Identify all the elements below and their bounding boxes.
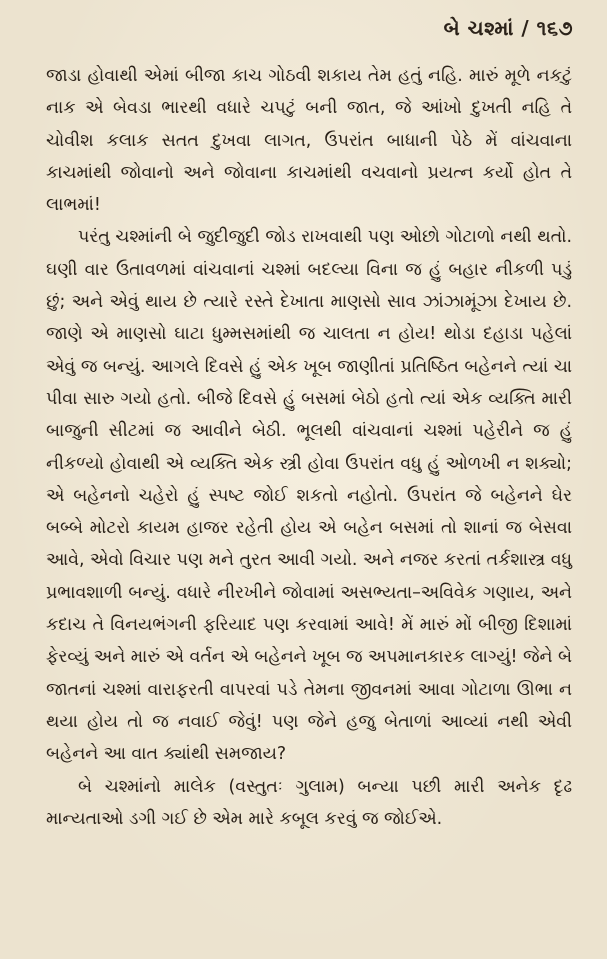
body-text — [46, 60, 572, 835]
paragraph-3: બે ચશ્માંનો માલેક (વસ્તુતઃ ગુલામ) બન્યા પછી મારી અનેક દૃઢ માન્યતાઓ ડગી ગઈ છે એમ મારે કબૂલ કરવું જ જોઈએ. — [46, 776, 572, 829]
paragraph-2: પરંતુ ચશ્માંની બે જુદીજુદી જોડ રાખવાથી પણ ઓછો ગોટાળો નથી થતો. ઘણી વાર ઉતાવળમાં વાંચવાનાં ચશ્માં બદલ્યા વિના જ હું બહાર નીકળી પડું છું; અને એવું થાય છે ત્યારે રસ્તે દેખાતા માણસો સાવ ઝાંઝામૂંઝા દેખાય છે. જાણે એ માણસો ઘાટા ધુમ્મસમાંથી જ ચાલતા ન હોય! થોડા દહાડા પહેલાં એવું જ બન્યું. આગલે દિવસે હું એક ખૂબ જાણીતાં પ્રતિષ્ઠિત બહેનને ત્યાં ચા પીવા સારુ ગયો હતો. બીજે દિવસે હું બસમાં બેઠો હતો ત્યાં એક વ્યક્તિ મારી બાજુની સીટમાં જ આવીને બેઠી. ભૂલથી વાંચવાનાં ચશ્માં પહેરીને જ હું નીકળ્યો હોવાથી એ વ્યક્તિ એક સ્ત્રી હોવા ઉપરાંત વધુ હું ઓળખી ન શક્યો; એ બહેનનો ચહેરો હું સ્પષ્ટ જોઈ શકતો નહોતો. ઉપરાંત જે બહેનને ઘેર બબ્બે મોટરો કાયમ હાજર રહેતી હોય એ બહેન બસમાં તો શાનાં જ બેસવા આવે, એવો વિચાર પણ મને તુરત આવી ગયો. અને નજર કરતાં તર્કશાસ્ત્ર વધુ પ્રભાવશાળી બન્યું. વધારે નીરખીને જોવામાં અસભ્યતા–અવિવેક ગણાય, અને કદાચ તે વિનયભંગની ફરિયાદ પણ કરવામાં આવે! મેં મારું મોં બીજી દિશામાં ફેરવ્યું અને મારું એ વર્તન એ બહેનને ખૂબ જ અપમાનકારક લાગ્યું! જેને બે જાતનાં ચશ્માં વારાફરતી વાપરવાં પડે તેમના જીવનમાં આવા ગોટાળા ઊભા ન થયા હોય તો જ નવાઈ જેવું! પણ જેને હજુ બેતાળાં આવ્યાં નથી એવી બહેનને આ વાત ક્યાંથી સમજાય? — [46, 227, 572, 765]
running-head: બે ચશ્માં / ૧૬૭ — [443, 16, 573, 40]
paragraph-1: જાડા હોવાથી એમાં બીજા કાચ ગોઠવી શકાય તેમ હતું નહિ. મારું મૂળે નકટું નાક એ બેવડા ભારથી વધારે ચપટું બની જાત, જે આંખો દુખતી નહિ તે ચોવીશ કલાક સતત દુખવા લાગત, ઉપરાંત બાધાની પેઠે મેં વાંચવાના કાચમાંથી જોવાનો અને જોવાના કાચમાંથી વચવાનો પ્રયત્ન કર્યો હોત તે લાભમાં! — [46, 66, 572, 216]
bleed-through-text — [250, 28, 256, 49]
